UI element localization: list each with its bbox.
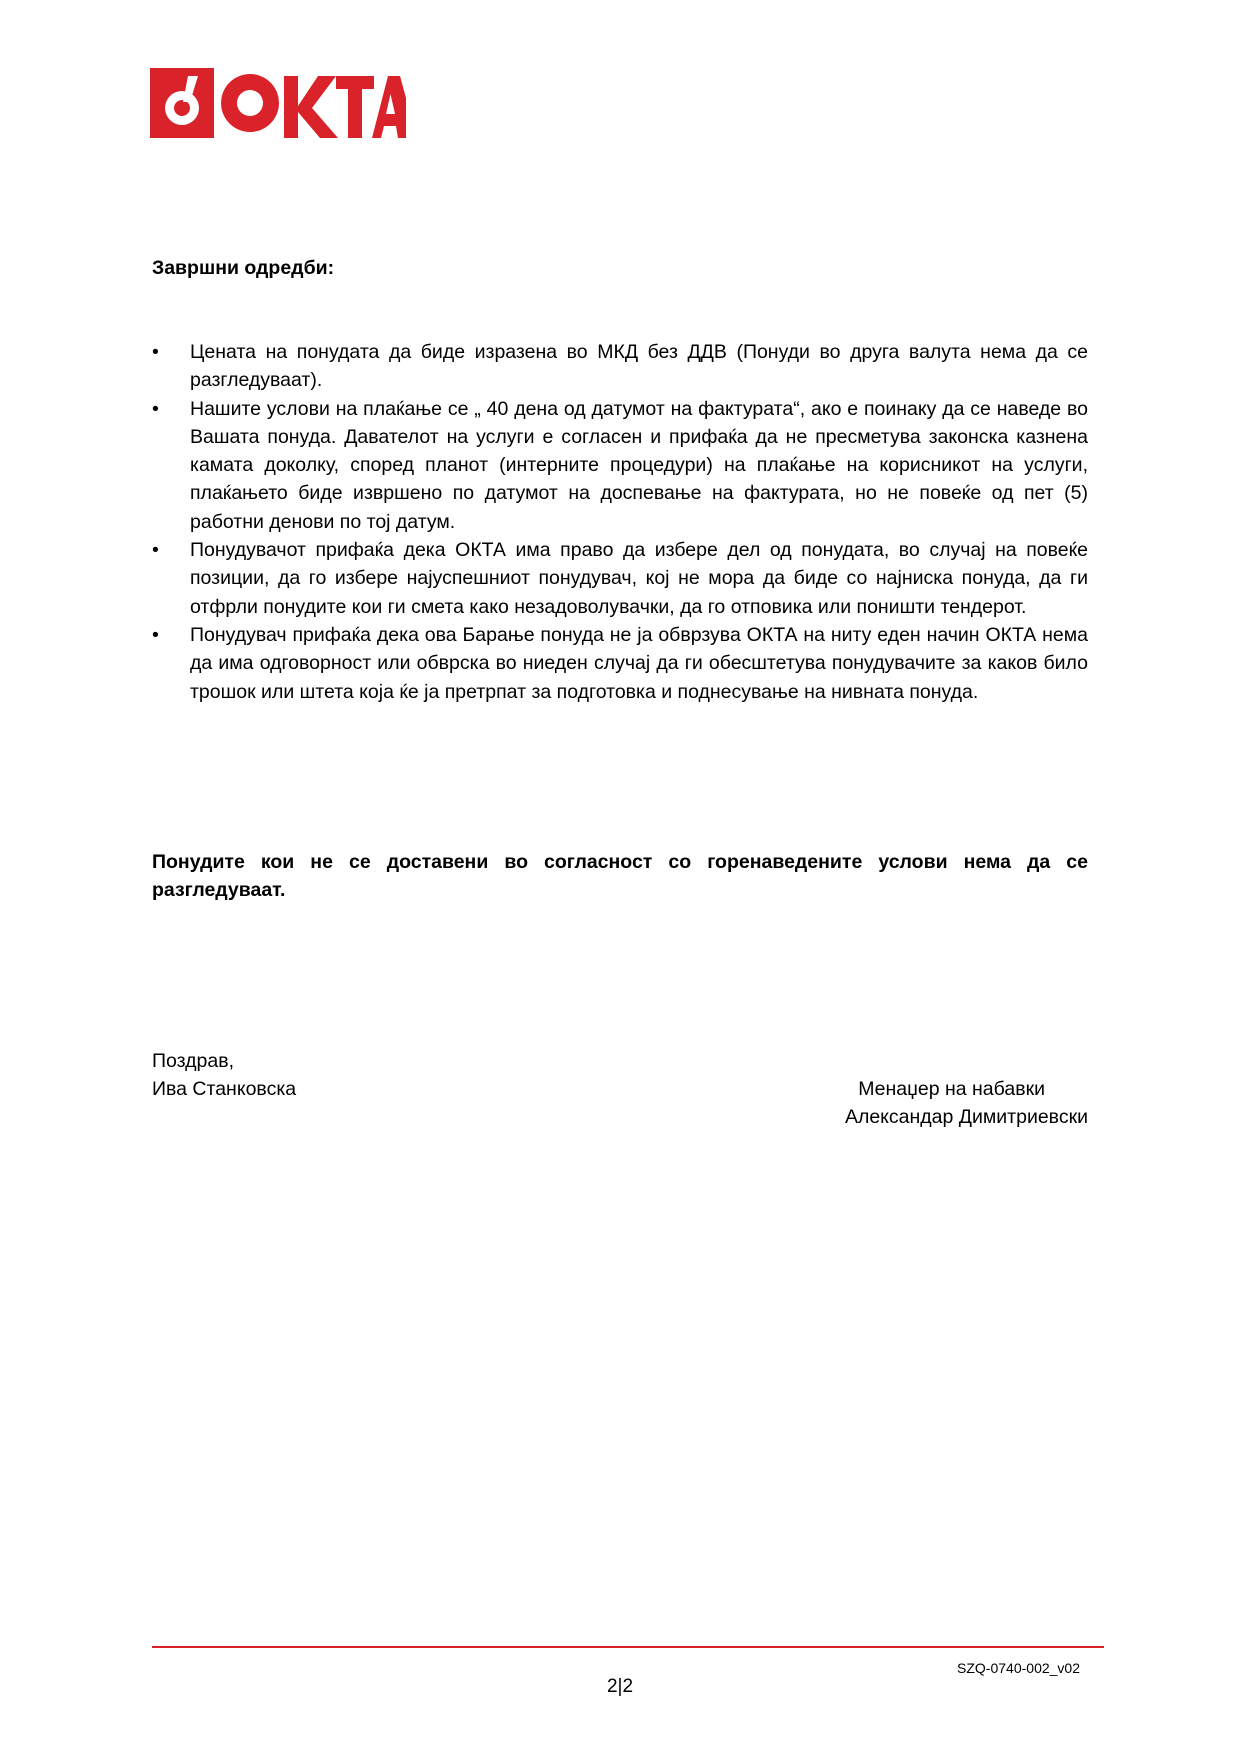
list-item-text: Понудувач прифаќа дека ова Барање понуда не ја обврзува ОКТА на ниту еден начин ОКТА нема да има одговорност или обврска во ниеден случај да ги обесштетува понудувачите за каков било трошок или штета која ќе ја претрпат за подготовка и поднесување на нивната понуда. xyxy=(190,623,1088,703)
document-code: SZQ-0740-002_v02 xyxy=(957,1660,1080,1676)
okta-logo-graphic xyxy=(150,68,406,138)
list-item xyxy=(152,621,1088,706)
signer-name: Александар Димитриевски xyxy=(844,1106,1088,1129)
signature-block xyxy=(845,1075,1088,1132)
list-item-text: Понудувачот прифаќа дека ОКТА има право да избере дел од понудата, во случај на повеќе позиции, да го избере најуспешниот понудувач, кој не мора да биде со најниска понуда, да ги отфрли понудите кои ги смета како незадоволувачки, да го отповика или поништи тендерот. xyxy=(190,539,1088,618)
greeting-block xyxy=(152,1047,296,1104)
notice-paragraph: Понудите кои не се доставени во согласност со горенаведените услови нема да се разгледуваат. xyxy=(152,851,1088,902)
page-number: 2|2 xyxy=(606,1676,634,1697)
bullet-icon: • xyxy=(152,539,159,562)
greeting-text: Поздрав, xyxy=(152,1050,234,1072)
bullet-icon: • xyxy=(152,341,159,363)
sender-name: Ива Станковска xyxy=(152,1078,297,1101)
list-item-text: Цената на понудата да биде изразена во МКД без ДДВ (Понуди во друга валута нема да се разгледуваат). xyxy=(190,341,1088,392)
list-item xyxy=(152,338,1088,395)
footer-divider xyxy=(152,1645,1104,1649)
bullet-icon: • xyxy=(152,397,159,420)
list-item xyxy=(152,536,1088,621)
list-item xyxy=(152,395,1088,536)
okta-logo xyxy=(150,68,406,138)
terms-list xyxy=(152,338,1088,706)
bullet-icon: • xyxy=(152,623,159,646)
signer-title: Менаџер на набавки xyxy=(858,1078,1045,1100)
list-item-text: Нашите услови на плаќање се „ 40 дена од датумот на фактурата“, ако е поинаку да се наведе во Вашата понуда. Давателот на услуги е согласен и прифаќа да не пресметува законска казнена камата доколку, според планот (интерните процедури) на плаќање на корисникот на услуги, плаќањето биде извршено по датумот на доспевање на фактурата, но не повеќе од пет (5) работни денови по тој датум. xyxy=(190,397,1088,533)
section-heading: Завршни одредби: xyxy=(152,257,335,279)
